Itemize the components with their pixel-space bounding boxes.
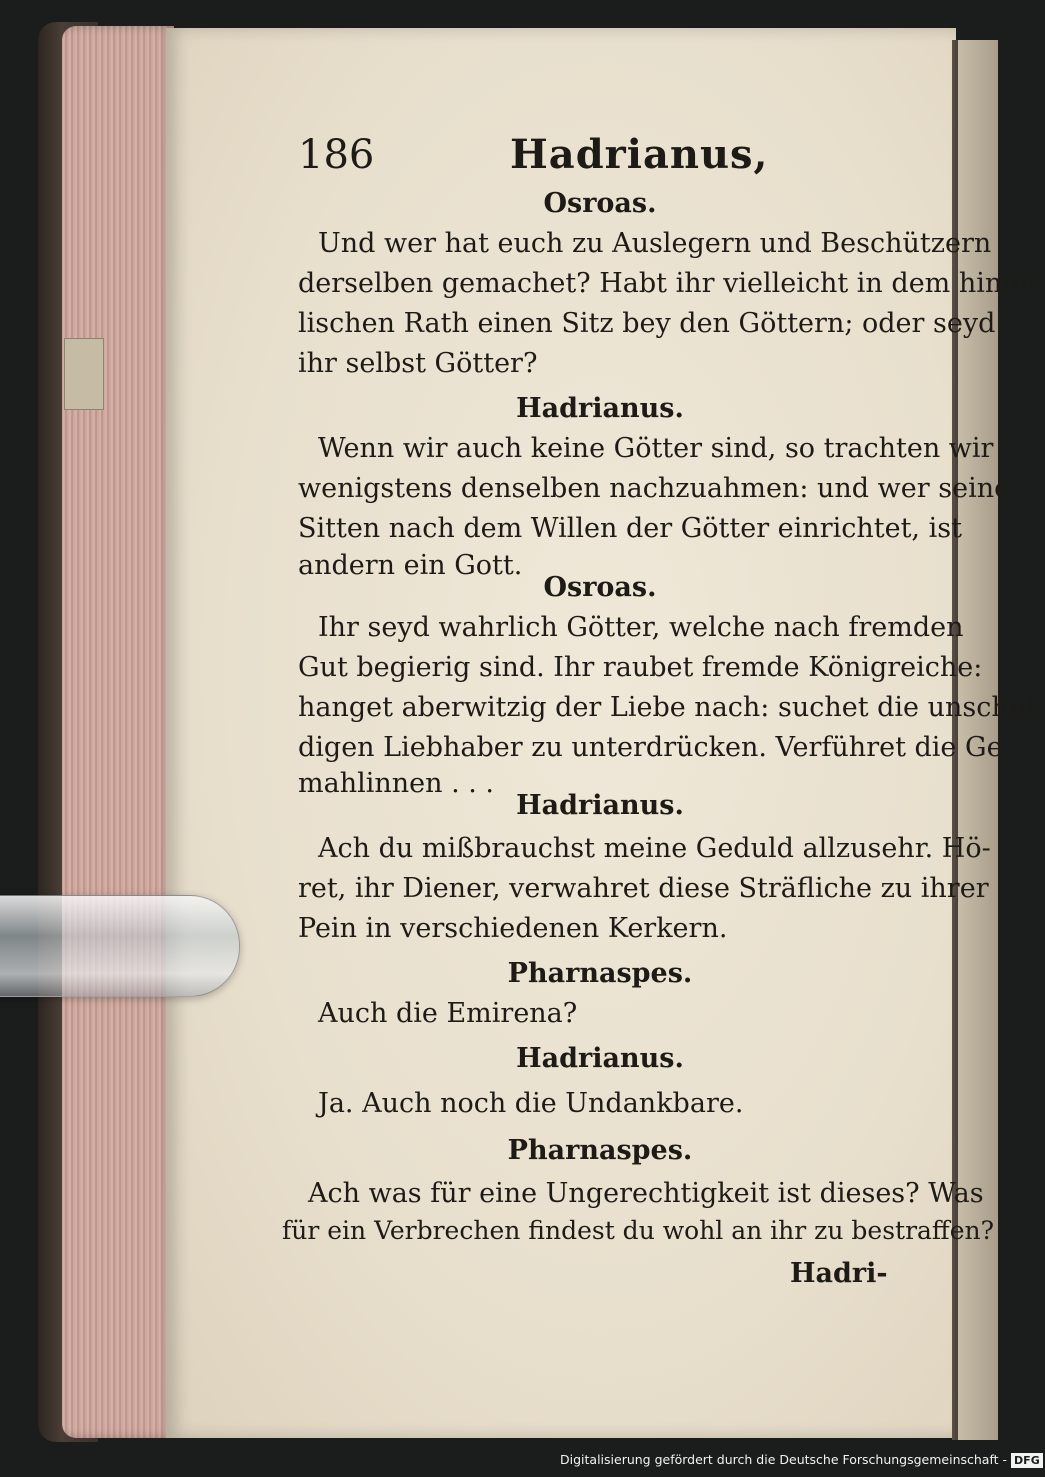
text-line: Ihr seyd wahrlich Götter, welche nach fremden bbox=[318, 612, 964, 643]
text-line: digen Liebhaber zu unterdrücken. Verführet die Ge- bbox=[298, 732, 1012, 763]
text-line: ihr selbst Götter? bbox=[298, 348, 538, 379]
text-line: derselben gemachet? Habt ihr vielleicht in dem himm- bbox=[298, 268, 1045, 299]
text-line: wenigstens denselben nachzuahmen: und wer seine bbox=[298, 473, 1011, 504]
speaker-name: Hadrianus. bbox=[516, 393, 684, 424]
text-line: Pein in verschiedenen Kerkern. bbox=[298, 913, 728, 944]
text-line: lischen Rath einen Sitz bey den Göttern; oder seyd bbox=[298, 308, 996, 339]
text-line: Ja. Auch noch die Undankbare. bbox=[318, 1088, 744, 1119]
catchword: Hadri- bbox=[790, 1258, 888, 1289]
speaker-name: Hadrianus. bbox=[516, 790, 684, 821]
text-line: Ach was für eine Ungerechtigkeit ist dieses? Was bbox=[308, 1178, 984, 1209]
text-line: Sitten nach dem Willen der Götter einrichtet, ist bbox=[298, 513, 962, 544]
speaker-name: Osroas. bbox=[543, 572, 657, 603]
text-line: für ein Verbrechen findest du wohl an ihr zu bestraffen? bbox=[282, 1216, 994, 1245]
text-line: ret, ihr Diener, verwahret diese Sträfliche zu ihrer bbox=[298, 873, 989, 904]
speaker-name: Osroas. bbox=[543, 188, 657, 219]
text-line: Gut begierig sind. Ihr raubet fremde Königreiche: bbox=[298, 652, 983, 683]
speaker-name: Hadrianus. bbox=[516, 1043, 684, 1074]
text-line: Ach du mißbrauchst meine Geduld allzusehr. Hö- bbox=[318, 833, 991, 864]
text-line: Und wer hat euch zu Auslegern und Beschützern bbox=[318, 228, 992, 259]
footer-credit bbox=[560, 1448, 1040, 1472]
text-line: Auch die Emirena? bbox=[318, 998, 578, 1029]
text-line: Wenn wir auch keine Götter sind, so trachten wir bbox=[318, 433, 994, 464]
speaker-name: Pharnaspes. bbox=[507, 958, 693, 989]
text-line: mahlinnen . . . bbox=[298, 768, 495, 799]
text-line: andern ein Gott. bbox=[298, 550, 523, 581]
footer-text: Digitalisierung gefördert durch die Deutsche Forschungsgemeinschaft - bbox=[560, 1452, 1008, 1467]
speaker-name: Pharnaspes. bbox=[507, 1135, 693, 1166]
text-line: hanget aberwitzig der Liebe nach: suchet die unschul- bbox=[298, 692, 1044, 723]
running-head: Hadrianus, bbox=[510, 131, 769, 178]
page-number: 186 bbox=[298, 132, 375, 178]
dfg-logo: DFG bbox=[1011, 1453, 1043, 1468]
